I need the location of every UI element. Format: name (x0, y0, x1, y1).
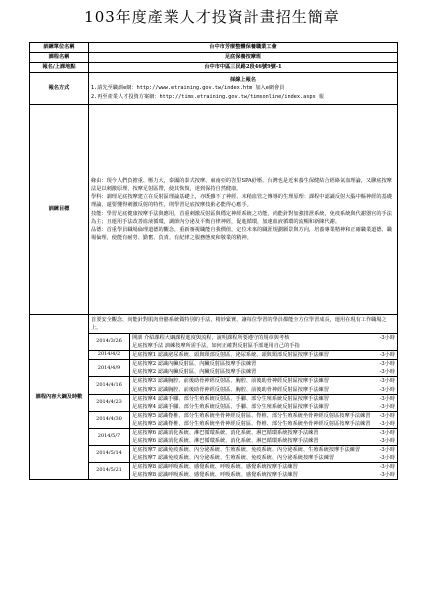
session-date: 2014/4/30 (89, 412, 130, 428)
org-value: 台中市芳療整體保養職業工會 (89, 43, 398, 53)
course-session (89, 359, 397, 376)
session-hours: -3小時 (379, 378, 395, 385)
session-text: 足底按摩手法 訓練按摩所需手法，如何正確對反射區手部運用自己的手指 (132, 343, 300, 350)
goal-skill: 技能：學習足底健康按摩手法與應用，首重刺激反射區與穩定神經系統之功能，尚能針對加強排泄系統，免疫系統與代謝器官的手法為主；且運用手法改善血液循環，調節內分泌及平衡自律神經，促進循環，加速血液循環的流暢和新陳代謝。 (91, 210, 392, 225)
signup-label: 報名方式 (30, 73, 89, 105)
session-text: 足底按摩8 認識呼吸系統、感覺系統、呼吸系統、感覺系統按摩手法練習 (132, 464, 298, 471)
session-body (130, 351, 397, 359)
org-label: 訓練單位名稱 (30, 43, 89, 53)
session-hours: -3小時 (379, 412, 395, 419)
session-date: 2014/5/21 (89, 463, 130, 479)
session-hours: -3小時 (379, 464, 395, 471)
signup-cell (89, 73, 398, 105)
session-line (132, 412, 395, 420)
session-hours: -3小時 (379, 369, 395, 376)
session-text: 足底按摩3 認識胸腔、前後助骨神經反射區、胸腔、前後助骨神經反射區按摩手法練習 (132, 386, 329, 393)
signup-header: 採線上報名 (230, 77, 256, 84)
course-session (89, 334, 397, 350)
session-line (132, 395, 395, 403)
session-line (132, 437, 395, 445)
session-text: 足底按摩6 認識消化系統、淋巴循環系統、消化系統、淋巴循環系統按摩手法練習 (132, 437, 319, 444)
content-intro: 首要安全觀念，尚能針對肌肉骨骼系統做特別的手法，精妙緊實，讓每位學習的學員都能全方位學習成長，運用在現有工作職場之上。 (89, 315, 397, 334)
session-hours: -3小時 (379, 352, 395, 359)
session-text: 足底按摩4 認識手腳、部分生殖系統反射區、手腳、部分生殖系統反射區按摩手法練習 (132, 403, 329, 410)
content-label: 課程內容大綱及時數 (30, 315, 89, 480)
goal-cell (89, 105, 398, 315)
signup-line-1[interactable]: 1.請先至職訓e網：http://www.etraining.gov.tw/index.htm 加入e網會員 (91, 85, 285, 92)
session-hours: -3小時 (379, 429, 395, 436)
session-text: 足底按摩2 認識內臟反射區、內臟反射區按摩手法練習 (132, 361, 257, 368)
session-line (132, 360, 395, 368)
session-hours: -3小時 (379, 455, 395, 461)
addr-value: 台中市中區三民路2段46號9號-1 (89, 63, 398, 73)
session-text: 足底按摩7 認識免疫系統、內分泌系統、生殖系統、免疫系統、內分泌系統、生殖系統按摩手法練習 (132, 446, 361, 453)
session-line (132, 446, 395, 454)
session-hours: -3小時 (379, 395, 395, 402)
goal-ethics: 品德：首重學員職場倫理道德的觀念，重新審視職能自我價值，定位未來的職涯規劃願景與方向，培養專業精神和正確職業道德、職場倫理，使能有耐勞、勤奮、負責、有紀律之服務態度和敬業的精神。 (91, 226, 392, 241)
session-line (132, 334, 395, 342)
goal-row (30, 105, 398, 315)
session-line (132, 351, 395, 359)
org-row (30, 43, 398, 53)
goal-label: 訓練目標 (30, 105, 89, 315)
course-row (30, 53, 398, 63)
session-hours: -3小時 (379, 472, 395, 479)
goal-reason: 緣由：現今人們負擔重、壓力大，泰國的泰式按摩、東南亞的峇里SPA紓壓，台灣也是近來養生保健結合經絡氣血理論，又聊底按摩法是以刺激原理，按摩足射區帶，使其恢復，達到保持自然健康。 (91, 178, 392, 193)
signup-row (30, 73, 398, 105)
session-text: 足底按摩8 認識呼吸系統、感覺系統、呼吸系統、感覺系統按摩手法練習 (132, 472, 298, 479)
addr-label: 報名/上課地點 (30, 63, 89, 73)
session-hours: -3小時 (379, 446, 395, 453)
session-text: 足底按摩7 認識免疫系統、內分泌系統、生殖系統、免疫系統、內分泌系統按摩手法練習 (132, 455, 335, 461)
course-session (89, 376, 397, 393)
goal-theory: 學科：調理足底按摩建立在反射區理論基礎上，亦既雖不了神經、末稍血管之傳導的生理原理：課程中認識反射大腦中樞神經的基礎理論，還要懂得刺激反射的特性，則學習足底按摩技術必能得心應手。 (91, 194, 392, 209)
session-line (132, 420, 395, 428)
session-hours (389, 342, 395, 350)
session-text: 足底按摩5 認識脊椎、部分生殖系統坐骨神經反射區、脊椎、部分生殖系統坐骨神經反射區按摩手法練習 (132, 420, 371, 427)
session-hours: -3小時 (379, 335, 395, 342)
session-line (132, 454, 395, 462)
session-line (132, 386, 395, 394)
session-body (130, 463, 397, 479)
course-session (89, 411, 397, 428)
session-date: 2014/3/26 (89, 334, 130, 350)
session-text: 開訓 介紹課程大綱課程進度與流程，說明課程所要遵守的規章與考核 (132, 335, 290, 342)
session-line (132, 463, 395, 471)
course-session (89, 350, 397, 359)
course-session (89, 445, 397, 462)
session-text: 足底按摩2 認識內臟反射區、內臟反射區按摩手法練習 (132, 369, 257, 376)
session-date: 2014/4/23 (89, 395, 130, 411)
session-body (130, 412, 397, 428)
session-body (130, 429, 397, 445)
session-date: 2014/4/16 (89, 377, 130, 393)
session-hours: -3小時 (379, 386, 395, 393)
session-text: 足底按摩6 認識消化系統、淋巴循環系統、消化系統、淋巴循環系統按摩手法練習 (132, 429, 319, 436)
session-text: 足底按摩4 認識手腳、部分生殖系統反射區、手腳、部分生殖系統反射區按摩手法練習 (132, 395, 329, 402)
session-hours: -3小時 (379, 361, 395, 368)
session-hours: -3小時 (379, 403, 395, 410)
session-line (132, 368, 395, 376)
session-line (132, 429, 395, 437)
session-body (130, 395, 397, 411)
info-table (29, 42, 398, 480)
course-session (89, 462, 397, 479)
content-row (30, 315, 398, 480)
page-title: 103年度產業人才投資計畫招生簡章 (84, 8, 340, 26)
content-cell (89, 315, 398, 480)
session-date: 2014/4/2 (89, 351, 130, 359)
session-date: 2014/4/9 (89, 360, 130, 376)
session-line (132, 471, 395, 479)
session-line (132, 403, 395, 411)
session-hours: -3小時 (379, 420, 395, 427)
course-session (89, 394, 397, 411)
session-body (130, 360, 397, 376)
session-line (132, 377, 395, 385)
session-date: 2014/5/14 (89, 446, 130, 462)
course-value: 足底保養按摩班 (89, 53, 398, 63)
session-text: 足底按摩1 認識泌尿系統、頭與頸部反射區、泌尿系統、頭與頸部反射區按摩手法練習 (132, 352, 329, 359)
signup-line-2[interactable]: 2.再至產業人才投資方案網：http://tims.etraining.gov.tw/timsonline/index.aspx 報 (91, 93, 324, 100)
session-text: 足底按摩3 認識胸腔、前後助骨神經反射區、胸腔、前後助骨神經反射區按摩手法練習 (132, 378, 329, 385)
addr-row (30, 63, 398, 73)
course-label: 課程名稱 (30, 53, 89, 63)
session-body (130, 446, 397, 462)
session-body (130, 334, 397, 350)
course-list (89, 334, 397, 479)
session-text: 足底按摩5 認識脊椎、部分生殖系統坐骨神經反射區、脊椎、部分生殖系統坐骨神經反射區按摩手法練習 (132, 412, 371, 419)
course-session (89, 428, 397, 445)
session-hours: -3小時 (379, 437, 395, 444)
session-date: 2014/5/7 (89, 429, 130, 445)
session-line (132, 342, 395, 350)
session-body (130, 377, 397, 393)
